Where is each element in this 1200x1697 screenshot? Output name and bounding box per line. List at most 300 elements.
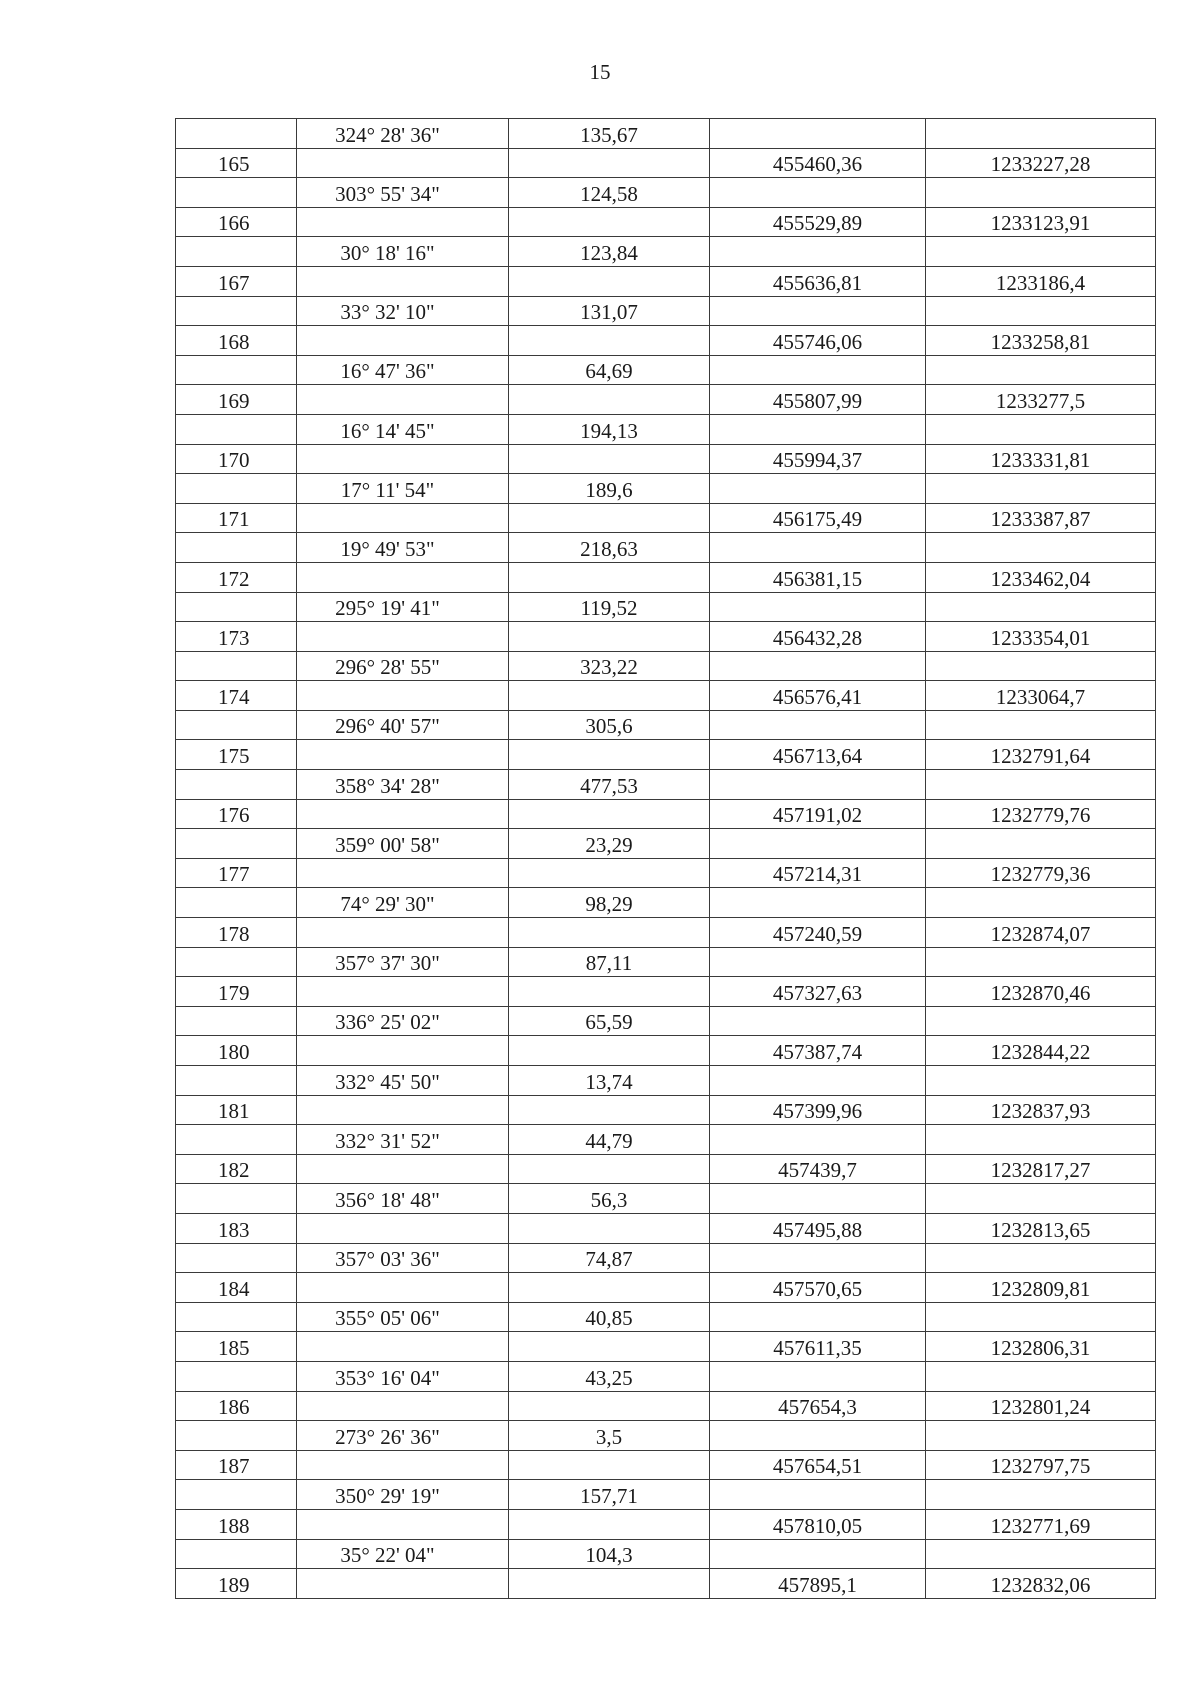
direction-angle-cell	[297, 148, 509, 178]
y-coordinate-cell	[926, 1421, 1156, 1451]
direction-angle-cell	[297, 562, 509, 592]
y-coordinate-cell: 1232837,93	[926, 1095, 1156, 1125]
table-row	[176, 296, 1156, 326]
direction-angle-cell: 358° 34' 28"	[297, 770, 509, 800]
y-coordinate-cell	[926, 1361, 1156, 1391]
table-row	[176, 1391, 1156, 1421]
page-number: 15	[589, 60, 611, 84]
x-coordinate-cell	[710, 770, 926, 800]
distance-cell	[509, 858, 710, 888]
x-coordinate-cell	[710, 1066, 926, 1096]
y-coordinate-cell	[926, 1243, 1156, 1273]
point-number-cell	[176, 1125, 297, 1155]
table-row	[176, 207, 1156, 237]
point-number-cell: 175	[176, 740, 297, 770]
direction-angle-cell: 74° 29' 30"	[297, 888, 509, 918]
y-coordinate-cell: 1233387,87	[926, 503, 1156, 533]
point-number-cell	[176, 355, 297, 385]
x-coordinate-cell	[710, 296, 926, 326]
y-coordinate-cell	[926, 1006, 1156, 1036]
distance-cell	[509, 622, 710, 652]
y-coordinate-cell	[926, 296, 1156, 326]
x-coordinate-cell	[710, 178, 926, 208]
direction-angle-cell: 16° 14' 45"	[297, 414, 509, 444]
distance-cell	[509, 799, 710, 829]
direction-angle-cell: 350° 29' 19"	[297, 1480, 509, 1510]
point-number-cell: 167	[176, 266, 297, 296]
x-coordinate-cell: 457611,35	[710, 1332, 926, 1362]
point-number-cell	[176, 1184, 297, 1214]
x-coordinate-cell: 457214,31	[710, 858, 926, 888]
x-coordinate-cell: 456576,41	[710, 681, 926, 711]
table-row	[176, 1539, 1156, 1569]
distance-cell	[509, 1391, 710, 1421]
y-coordinate-cell: 1232791,64	[926, 740, 1156, 770]
point-number-cell: 178	[176, 918, 297, 948]
distance-cell	[509, 1332, 710, 1362]
y-coordinate-cell	[926, 533, 1156, 563]
y-coordinate-cell: 1232801,24	[926, 1391, 1156, 1421]
distance-cell: 477,53	[509, 770, 710, 800]
table-row	[176, 1125, 1156, 1155]
x-coordinate-cell: 455746,06	[710, 326, 926, 356]
table-row	[176, 1273, 1156, 1303]
direction-angle-cell	[297, 799, 509, 829]
distance-cell: 218,63	[509, 533, 710, 563]
y-coordinate-cell: 1233258,81	[926, 326, 1156, 356]
point-number-cell: 182	[176, 1154, 297, 1184]
y-coordinate-cell	[926, 355, 1156, 385]
x-coordinate-cell: 457654,51	[710, 1450, 926, 1480]
x-coordinate-cell: 457191,02	[710, 799, 926, 829]
x-coordinate-cell: 455994,37	[710, 444, 926, 474]
x-coordinate-cell: 456713,64	[710, 740, 926, 770]
direction-angle-cell	[297, 977, 509, 1007]
point-number-cell: 188	[176, 1509, 297, 1539]
point-number-cell	[176, 829, 297, 859]
table-row	[176, 385, 1156, 415]
direction-angle-cell	[297, 207, 509, 237]
y-coordinate-cell: 1232870,46	[926, 977, 1156, 1007]
table-row	[176, 1361, 1156, 1391]
y-coordinate-cell: 1233354,01	[926, 622, 1156, 652]
direction-angle-cell	[297, 1391, 509, 1421]
point-number-cell: 172	[176, 562, 297, 592]
table-row	[176, 977, 1156, 1007]
table-row	[176, 178, 1156, 208]
distance-cell	[509, 207, 710, 237]
point-number-cell: 165	[176, 148, 297, 178]
x-coordinate-cell: 455460,36	[710, 148, 926, 178]
direction-angle-cell: 357° 03' 36"	[297, 1243, 509, 1273]
direction-angle-cell	[297, 1036, 509, 1066]
y-coordinate-cell: 1233277,5	[926, 385, 1156, 415]
x-coordinate-cell	[710, 1302, 926, 1332]
x-coordinate-cell	[710, 1184, 926, 1214]
point-number-cell	[176, 1539, 297, 1569]
table-row	[176, 651, 1156, 681]
table-row	[176, 562, 1156, 592]
distance-cell: 194,13	[509, 414, 710, 444]
distance-cell	[509, 1154, 710, 1184]
y-coordinate-cell: 1232797,75	[926, 1450, 1156, 1480]
y-coordinate-cell	[926, 1480, 1156, 1510]
point-number-cell	[176, 1302, 297, 1332]
direction-angle-cell: 359° 00' 58"	[297, 829, 509, 859]
x-coordinate-cell	[710, 355, 926, 385]
direction-angle-cell	[297, 1095, 509, 1125]
x-coordinate-cell	[710, 1243, 926, 1273]
distance-cell	[509, 444, 710, 474]
distance-cell	[509, 503, 710, 533]
y-coordinate-cell: 1232832,06	[926, 1569, 1156, 1599]
distance-cell: 65,59	[509, 1006, 710, 1036]
x-coordinate-cell: 457399,96	[710, 1095, 926, 1125]
x-coordinate-cell: 457387,74	[710, 1036, 926, 1066]
x-coordinate-cell: 457654,3	[710, 1391, 926, 1421]
y-coordinate-cell: 1232817,27	[926, 1154, 1156, 1184]
direction-angle-cell: 324° 28' 36"	[297, 119, 509, 149]
distance-cell	[509, 918, 710, 948]
x-coordinate-cell	[710, 1539, 926, 1569]
table-row	[176, 444, 1156, 474]
table-row	[176, 1332, 1156, 1362]
table-row	[176, 533, 1156, 563]
point-number-cell	[176, 770, 297, 800]
x-coordinate-cell: 457895,1	[710, 1569, 926, 1599]
y-coordinate-cell	[926, 710, 1156, 740]
distance-cell: 40,85	[509, 1302, 710, 1332]
distance-cell: 98,29	[509, 888, 710, 918]
distance-cell	[509, 1095, 710, 1125]
direction-angle-cell	[297, 858, 509, 888]
y-coordinate-cell	[926, 592, 1156, 622]
point-number-cell: 185	[176, 1332, 297, 1362]
direction-angle-cell: 296° 28' 55"	[297, 651, 509, 681]
x-coordinate-cell: 457240,59	[710, 918, 926, 948]
direction-angle-cell	[297, 266, 509, 296]
direction-angle-cell	[297, 444, 509, 474]
distance-cell	[509, 1213, 710, 1243]
x-coordinate-cell	[710, 829, 926, 859]
table-row	[176, 1066, 1156, 1096]
direction-angle-cell: 357° 37' 30"	[297, 947, 509, 977]
table-row	[176, 770, 1156, 800]
point-number-cell	[176, 651, 297, 681]
x-coordinate-cell	[710, 888, 926, 918]
point-number-cell: 179	[176, 977, 297, 1007]
point-number-cell	[176, 1243, 297, 1273]
point-number-cell: 168	[176, 326, 297, 356]
distance-cell: 135,67	[509, 119, 710, 149]
direction-angle-cell: 296° 40' 57"	[297, 710, 509, 740]
direction-angle-cell	[297, 740, 509, 770]
table-row	[176, 1421, 1156, 1451]
x-coordinate-cell: 455807,99	[710, 385, 926, 415]
direction-angle-cell: 353° 16' 04"	[297, 1361, 509, 1391]
table-row	[176, 414, 1156, 444]
point-number-cell	[176, 1421, 297, 1451]
table-row	[176, 1302, 1156, 1332]
y-coordinate-cell: 1232813,65	[926, 1213, 1156, 1243]
direction-angle-cell: 336° 25' 02"	[297, 1006, 509, 1036]
x-coordinate-cell	[710, 237, 926, 267]
table-row	[176, 237, 1156, 267]
x-coordinate-cell	[710, 1361, 926, 1391]
x-coordinate-cell	[710, 474, 926, 504]
y-coordinate-cell: 1232806,31	[926, 1332, 1156, 1362]
point-number-cell: 181	[176, 1095, 297, 1125]
direction-angle-cell	[297, 385, 509, 415]
table-row	[176, 592, 1156, 622]
distance-cell: 123,84	[509, 237, 710, 267]
x-coordinate-cell	[710, 947, 926, 977]
y-coordinate-cell: 1233064,7	[926, 681, 1156, 711]
table-row	[176, 326, 1156, 356]
x-coordinate-cell: 456175,49	[710, 503, 926, 533]
distance-cell: 56,3	[509, 1184, 710, 1214]
x-coordinate-cell: 457439,7	[710, 1154, 926, 1184]
point-number-cell	[176, 414, 297, 444]
distance-cell: 23,29	[509, 829, 710, 859]
point-number-cell: 173	[176, 622, 297, 652]
direction-angle-cell	[297, 326, 509, 356]
direction-angle-cell: 35° 22' 04"	[297, 1539, 509, 1569]
table-row	[176, 710, 1156, 740]
point-number-cell: 171	[176, 503, 297, 533]
distance-cell: 3,5	[509, 1421, 710, 1451]
table-row	[176, 1154, 1156, 1184]
y-coordinate-cell: 1233462,04	[926, 562, 1156, 592]
y-coordinate-cell	[926, 651, 1156, 681]
y-coordinate-cell: 1232874,07	[926, 918, 1156, 948]
x-coordinate-cell	[710, 1006, 926, 1036]
distance-cell: 323,22	[509, 651, 710, 681]
x-coordinate-cell	[710, 710, 926, 740]
y-coordinate-cell	[926, 770, 1156, 800]
y-coordinate-cell	[926, 829, 1156, 859]
point-number-cell: 183	[176, 1213, 297, 1243]
table-row	[176, 622, 1156, 652]
y-coordinate-cell: 1233331,81	[926, 444, 1156, 474]
distance-cell: 44,79	[509, 1125, 710, 1155]
table-row	[176, 355, 1156, 385]
direction-angle-cell	[297, 1450, 509, 1480]
y-coordinate-cell: 1232809,81	[926, 1273, 1156, 1303]
distance-cell: 64,69	[509, 355, 710, 385]
point-number-cell: 189	[176, 1569, 297, 1599]
x-coordinate-cell: 456432,28	[710, 622, 926, 652]
x-coordinate-cell	[710, 651, 926, 681]
direction-angle-cell: 17° 11' 54"	[297, 474, 509, 504]
y-coordinate-cell: 1232779,36	[926, 858, 1156, 888]
distance-cell	[509, 148, 710, 178]
point-number-cell	[176, 1006, 297, 1036]
direction-angle-cell: 30° 18' 16"	[297, 237, 509, 267]
x-coordinate-cell	[710, 1125, 926, 1155]
y-coordinate-cell	[926, 474, 1156, 504]
table-row	[176, 947, 1156, 977]
point-number-cell: 177	[176, 858, 297, 888]
point-number-cell	[176, 533, 297, 563]
table-row	[176, 1036, 1156, 1066]
direction-angle-cell: 273° 26' 36"	[297, 1421, 509, 1451]
point-number-cell	[176, 1066, 297, 1096]
x-coordinate-cell: 457327,63	[710, 977, 926, 1007]
point-number-cell	[176, 1480, 297, 1510]
table-row	[176, 1243, 1156, 1273]
distance-cell	[509, 385, 710, 415]
distance-cell: 74,87	[509, 1243, 710, 1273]
direction-angle-cell: 295° 19' 41"	[297, 592, 509, 622]
table-row	[176, 1450, 1156, 1480]
y-coordinate-cell	[926, 237, 1156, 267]
point-number-cell	[176, 592, 297, 622]
distance-cell: 13,74	[509, 1066, 710, 1096]
table-row	[176, 888, 1156, 918]
distance-cell	[509, 1450, 710, 1480]
y-coordinate-cell	[926, 1539, 1156, 1569]
y-coordinate-cell	[926, 1125, 1156, 1155]
distance-cell	[509, 266, 710, 296]
direction-angle-cell	[297, 1213, 509, 1243]
distance-cell	[509, 1569, 710, 1599]
table-row	[176, 266, 1156, 296]
distance-cell	[509, 977, 710, 1007]
y-coordinate-cell	[926, 1302, 1156, 1332]
y-coordinate-cell	[926, 947, 1156, 977]
point-number-cell: 169	[176, 385, 297, 415]
y-coordinate-cell: 1233186,4	[926, 266, 1156, 296]
x-coordinate-cell: 456381,15	[710, 562, 926, 592]
direction-angle-cell: 356° 18' 48"	[297, 1184, 509, 1214]
x-coordinate-cell: 455529,89	[710, 207, 926, 237]
point-number-cell: 176	[176, 799, 297, 829]
y-coordinate-cell	[926, 119, 1156, 149]
point-number-cell: 180	[176, 1036, 297, 1066]
direction-angle-cell	[297, 681, 509, 711]
distance-cell: 119,52	[509, 592, 710, 622]
table-row	[176, 740, 1156, 770]
table-row	[176, 474, 1156, 504]
direction-angle-cell	[297, 1273, 509, 1303]
distance-cell: 305,6	[509, 710, 710, 740]
distance-cell	[509, 740, 710, 770]
point-number-cell	[176, 119, 297, 149]
direction-angle-cell	[297, 1154, 509, 1184]
y-coordinate-cell	[926, 178, 1156, 208]
distance-cell: 87,11	[509, 947, 710, 977]
point-number-cell: 166	[176, 207, 297, 237]
x-coordinate-cell: 457810,05	[710, 1509, 926, 1539]
direction-angle-cell: 332° 31' 52"	[297, 1125, 509, 1155]
distance-cell	[509, 1036, 710, 1066]
x-coordinate-cell	[710, 414, 926, 444]
distance-cell: 157,71	[509, 1480, 710, 1510]
direction-angle-cell: 303° 55' 34"	[297, 178, 509, 208]
y-coordinate-cell	[926, 888, 1156, 918]
coordinates-table-body	[176, 119, 1156, 1599]
table-row	[176, 503, 1156, 533]
distance-cell: 104,3	[509, 1539, 710, 1569]
y-coordinate-cell	[926, 1184, 1156, 1214]
point-number-cell: 186	[176, 1391, 297, 1421]
boundary-coordinates-table	[175, 118, 1156, 1599]
x-coordinate-cell	[710, 592, 926, 622]
distance-cell	[509, 1509, 710, 1539]
distance-cell: 124,58	[509, 178, 710, 208]
table-row	[176, 1095, 1156, 1125]
direction-angle-cell	[297, 1509, 509, 1539]
point-number-cell	[176, 296, 297, 326]
distance-cell	[509, 562, 710, 592]
table-row	[176, 1480, 1156, 1510]
y-coordinate-cell: 1233123,91	[926, 207, 1156, 237]
direction-angle-cell: 19° 49' 53"	[297, 533, 509, 563]
point-number-cell	[176, 710, 297, 740]
x-coordinate-cell	[710, 1480, 926, 1510]
y-coordinate-cell: 1232771,69	[926, 1509, 1156, 1539]
direction-angle-cell	[297, 1332, 509, 1362]
direction-angle-cell	[297, 1569, 509, 1599]
distance-cell: 189,6	[509, 474, 710, 504]
table-row	[176, 1006, 1156, 1036]
table-row	[176, 858, 1156, 888]
point-number-cell	[176, 1361, 297, 1391]
point-number-cell: 184	[176, 1273, 297, 1303]
x-coordinate-cell	[710, 119, 926, 149]
direction-angle-cell: 16° 47' 36"	[297, 355, 509, 385]
table-row	[176, 799, 1156, 829]
table-row	[176, 119, 1156, 149]
page-number-container	[0, 60, 1200, 85]
distance-cell	[509, 326, 710, 356]
y-coordinate-cell: 1232844,22	[926, 1036, 1156, 1066]
table-row	[176, 1184, 1156, 1214]
table-row	[176, 681, 1156, 711]
point-number-cell	[176, 178, 297, 208]
y-coordinate-cell	[926, 414, 1156, 444]
table-row	[176, 1213, 1156, 1243]
point-number-cell	[176, 474, 297, 504]
x-coordinate-cell	[710, 533, 926, 563]
x-coordinate-cell: 455636,81	[710, 266, 926, 296]
direction-angle-cell	[297, 503, 509, 533]
distance-cell: 43,25	[509, 1361, 710, 1391]
table-row	[176, 918, 1156, 948]
y-coordinate-cell: 1233227,28	[926, 148, 1156, 178]
direction-angle-cell: 332° 45' 50"	[297, 1066, 509, 1096]
x-coordinate-cell	[710, 1421, 926, 1451]
point-number-cell	[176, 237, 297, 267]
table-row	[176, 1569, 1156, 1599]
distance-cell	[509, 681, 710, 711]
table-row	[176, 829, 1156, 859]
direction-angle-cell	[297, 622, 509, 652]
y-coordinate-cell: 1232779,76	[926, 799, 1156, 829]
point-number-cell	[176, 888, 297, 918]
direction-angle-cell	[297, 918, 509, 948]
point-number-cell: 174	[176, 681, 297, 711]
point-number-cell: 170	[176, 444, 297, 474]
point-number-cell: 187	[176, 1450, 297, 1480]
x-coordinate-cell: 457495,88	[710, 1213, 926, 1243]
distance-cell	[509, 1273, 710, 1303]
x-coordinate-cell: 457570,65	[710, 1273, 926, 1303]
distance-cell: 131,07	[509, 296, 710, 326]
table-row	[176, 148, 1156, 178]
y-coordinate-cell	[926, 1066, 1156, 1096]
